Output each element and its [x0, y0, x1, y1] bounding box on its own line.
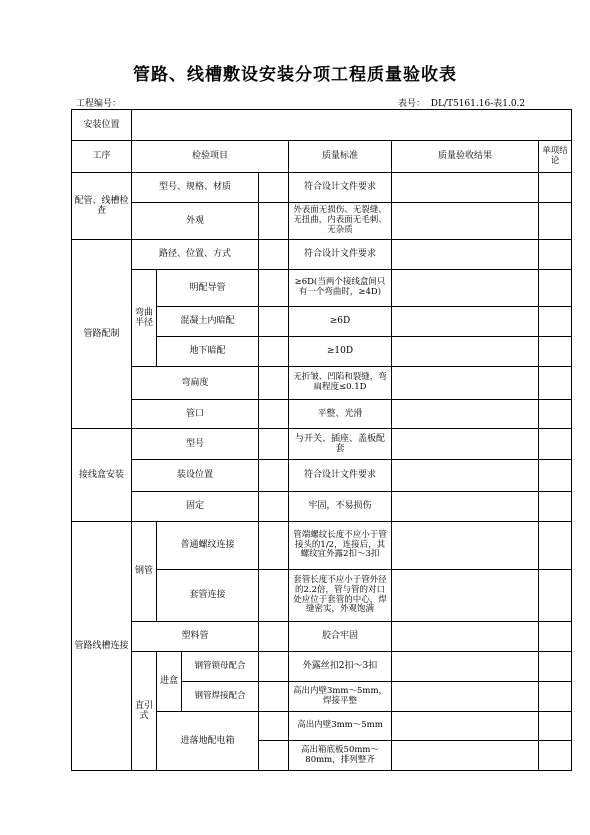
item-name: 混凝土内暗配: [157, 307, 259, 337]
nature-cell[interactable]: [259, 741, 289, 771]
conclusion-cell[interactable]: [539, 400, 572, 429]
table-row: [72, 429, 572, 460]
conclusion-cell[interactable]: [539, 173, 572, 203]
nature-cell[interactable]: [259, 429, 289, 460]
quality-standard: ≥6D(当两个接线盒间只有一个弯曲时，≥4D): [289, 270, 392, 307]
result-cell[interactable]: [392, 173, 539, 203]
table-row: [72, 367, 572, 400]
header-item-conclusion: 单项结论: [539, 141, 572, 173]
conclusion-cell[interactable]: [539, 570, 572, 622]
process-connection: 管路线槽连接: [72, 522, 132, 771]
conclusion-cell[interactable]: [539, 492, 572, 522]
nature-cell[interactable]: [259, 173, 289, 203]
table-row: [72, 622, 572, 652]
quality-standard: 无折皱、凹陷和裂缝，弯扁程度≤0.1D: [289, 367, 392, 400]
header-quality-standard: 质量标准: [289, 141, 392, 173]
table-row: [72, 240, 572, 270]
quality-standard: ≥6D: [289, 307, 392, 337]
quality-standard: 平整、光滑: [289, 400, 392, 429]
conclusion-cell[interactable]: [539, 460, 572, 492]
result-cell[interactable]: [392, 522, 539, 570]
quality-standard: 外表面无损伤、无裂缝、无扭曲，内表面无毛刺、无杂质: [289, 203, 392, 240]
table-row: [72, 400, 572, 429]
result-cell[interactable]: [392, 203, 539, 240]
process-junction-box: 接线盒安装: [72, 429, 132, 522]
header-result: 质量验收结果: [392, 141, 539, 173]
item-name: 管口: [132, 400, 259, 429]
table-row: [72, 203, 572, 240]
form-title: 管路、线槽敷设安装分项工程质量验收表: [133, 65, 457, 85]
into-box-label: 进盒: [157, 652, 182, 712]
result-cell[interactable]: [392, 337, 539, 367]
result-cell[interactable]: [392, 741, 539, 771]
process-conduit-config: 管路配制: [72, 240, 132, 429]
quality-standard: 外露丝扣2扣～3扣: [289, 652, 392, 682]
conclusion-cell[interactable]: [539, 622, 572, 652]
result-cell[interactable]: [392, 460, 539, 492]
quality-standard: 符合设计文件要求: [289, 460, 392, 492]
result-cell[interactable]: [392, 400, 539, 429]
item-name: 装设位置: [132, 460, 259, 492]
item-name: 固定: [132, 492, 259, 522]
result-cell[interactable]: [392, 270, 539, 307]
install-location-field[interactable]: [132, 110, 572, 141]
header-row: [72, 141, 572, 173]
nature-cell[interactable]: [259, 337, 289, 367]
install-location-row: [72, 110, 572, 141]
item-name: 塑料管: [132, 622, 259, 652]
nature-cell[interactable]: [259, 682, 289, 712]
table-row: [72, 652, 572, 682]
item-name: 型号: [132, 429, 259, 460]
form-number-value: DL/T5161.16-表1.0.2: [430, 99, 526, 109]
nature-cell[interactable]: [259, 492, 289, 522]
conclusion-cell[interactable]: [539, 203, 572, 240]
table-row: [72, 522, 572, 570]
form-number: [398, 96, 525, 109]
process-conduit-trough-check: 配管、线槽检查: [72, 173, 132, 240]
quality-standard: 符合设计文件要求: [289, 240, 392, 270]
header-process: 工序: [72, 141, 132, 173]
conclusion-cell[interactable]: [539, 682, 572, 712]
result-cell[interactable]: [392, 570, 539, 622]
result-cell[interactable]: [392, 240, 539, 270]
conclusion-cell[interactable]: [539, 270, 572, 307]
header-inspection-item: 检验项目: [132, 141, 289, 173]
result-cell[interactable]: [392, 622, 539, 652]
conclusion-cell[interactable]: [539, 240, 572, 270]
install-location-label: 安装位置: [72, 110, 132, 141]
quality-standard: 牢固，不易损伤: [289, 492, 392, 522]
nature-cell[interactable]: [259, 712, 289, 741]
conclusion-cell[interactable]: [539, 307, 572, 337]
item-name: 普通螺纹连接: [157, 522, 259, 570]
nature-cell[interactable]: [259, 570, 289, 622]
nature-cell[interactable]: [259, 460, 289, 492]
conclusion-cell[interactable]: [539, 522, 572, 570]
quality-standard: 高出内壁3mm～5mm，焊接平整: [289, 682, 392, 712]
item-name: 弯扁度: [132, 367, 259, 400]
nature-cell[interactable]: [259, 203, 289, 240]
quality-standard: ≥10D: [289, 337, 392, 367]
result-cell[interactable]: [392, 429, 539, 460]
nature-cell[interactable]: [259, 270, 289, 307]
quality-standard: 套管长度不应小于管外径的2.2倍，管与管的对口处应位于套管的中心，焊缝密实，外观饱满: [289, 570, 392, 622]
quality-standard: 管端螺纹长度不应小于管接头的1/2，连接后，其螺纹宜外露2扣～3扣: [289, 522, 392, 570]
nature-cell[interactable]: [259, 307, 289, 337]
item-name: 路径、位置、方式: [132, 240, 259, 270]
quality-standard: 高出箱底板50mm～80mm，排列整齐: [289, 741, 392, 771]
result-cell[interactable]: [392, 492, 539, 522]
nature-cell[interactable]: [259, 240, 289, 270]
item-name: 型号、规格、材质: [132, 173, 259, 203]
result-cell[interactable]: [392, 652, 539, 682]
item-name: 进落地配电箱: [157, 712, 259, 771]
quality-standard: 与开关、插座、盖板配套: [289, 429, 392, 460]
direct-label: 直引式: [132, 652, 157, 771]
result-cell[interactable]: [392, 682, 539, 712]
conclusion-cell[interactable]: [539, 429, 572, 460]
result-cell[interactable]: [392, 307, 539, 337]
result-cell[interactable]: [392, 712, 539, 741]
item-name: 外观: [132, 203, 259, 240]
nature-cell[interactable]: [259, 522, 289, 570]
conclusion-cell[interactable]: [539, 367, 572, 400]
table-row: [72, 492, 572, 522]
bend-radius-label: 弯曲半径: [132, 270, 157, 367]
nature-cell[interactable]: [259, 367, 289, 400]
conclusion-cell[interactable]: [539, 741, 572, 771]
item-name: 明配导管: [157, 270, 259, 307]
table-row: [72, 460, 572, 492]
quality-standard: 高出内壁3mm～5mm: [289, 712, 392, 741]
item-name: 套管连接: [157, 570, 259, 622]
nature-cell[interactable]: [259, 622, 289, 652]
conclusion-cell[interactable]: [539, 337, 572, 367]
form-number-label: 表号：: [398, 99, 426, 109]
item-name: 钢管焊接配合: [182, 682, 259, 712]
inspection-table: [71, 109, 572, 771]
item-name: 地下暗配: [157, 337, 259, 367]
conclusion-cell[interactable]: [539, 652, 572, 682]
quality-standard: 符合设计文件要求: [289, 173, 392, 203]
table-row: [72, 270, 572, 307]
conclusion-cell[interactable]: [539, 712, 572, 741]
nature-cell[interactable]: [259, 652, 289, 682]
table-row: [72, 173, 572, 203]
steel-pipe-label: 钢管: [132, 522, 157, 622]
nature-cell[interactable]: [259, 400, 289, 429]
item-name: 钢管锁母配合: [182, 652, 259, 682]
result-cell[interactable]: [392, 367, 539, 400]
quality-standard: 胶合牢固: [289, 622, 392, 652]
project-number-label: 工程编号：: [76, 99, 122, 109]
